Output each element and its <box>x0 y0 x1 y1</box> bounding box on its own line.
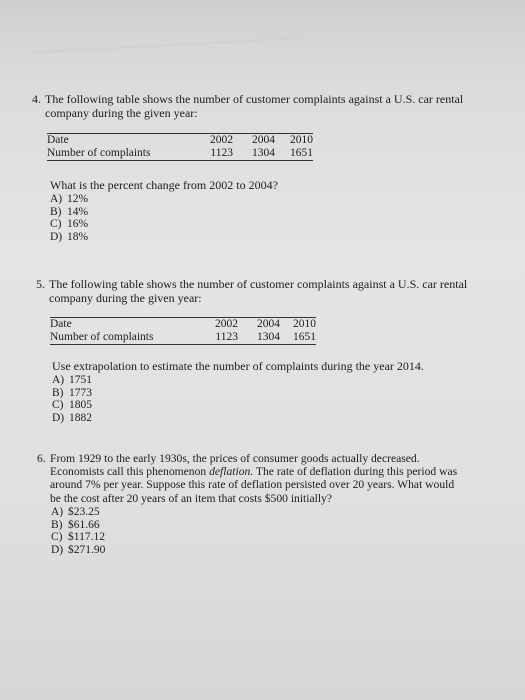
choice-letter: B) <box>50 205 62 218</box>
table-cell: 2002 <box>215 318 238 330</box>
choice-b[interactable] <box>52 387 92 400</box>
complaints-table <box>47 133 313 161</box>
choice-letter: A) <box>50 193 63 205</box>
table-cell: 1304 <box>257 331 280 343</box>
choice-d[interactable] <box>51 544 105 557</box>
choice-text: 18% <box>67 230 89 243</box>
defined-term: deflation. <box>209 465 254 479</box>
answer-choices <box>52 374 92 424</box>
choice-letter: C) <box>51 531 63 544</box>
choice-d[interactable] <box>50 231 88 244</box>
choice-a[interactable] <box>52 374 92 387</box>
table-cell: Date <box>50 318 72 330</box>
choice-b[interactable] <box>51 519 105 532</box>
show-through-text: ~~~~~~~~~~~~~~~~~~~~~~~~~~~~~~~~~~~~~~~~~~~~~ <box>29 33 298 59</box>
question-text: Use extrapolation to estimate the number of complaints during the year 2014. <box>52 359 424 373</box>
problem-6 <box>37 452 507 505</box>
stem-line: The following table shows the number of customer complaints against a U.S. car rental <box>45 92 464 106</box>
choice-letter: D) <box>50 230 63 243</box>
problem-5 <box>36 277 506 305</box>
problem-number: 6. <box>37 452 46 465</box>
choice-text: $271.90 <box>68 543 106 556</box>
stem-text: The rate of deflation during this period was <box>255 465 458 479</box>
choice-letter: B) <box>52 386 64 399</box>
table-cell: 2010 <box>290 134 313 146</box>
stem-line: be the cost after 20 years of an item that costs $500 initially? <box>50 491 333 505</box>
table-row <box>47 134 313 148</box>
choice-text: 1751 <box>69 374 92 386</box>
table-row <box>47 147 313 161</box>
table-cell: 2004 <box>252 134 275 146</box>
choice-a[interactable] <box>50 193 88 206</box>
table-cell: Date <box>47 134 69 146</box>
choice-c[interactable] <box>52 399 92 412</box>
table-cell: Number of complaints <box>47 147 151 159</box>
problem-stem <box>45 92 502 120</box>
problem-stem <box>49 277 506 305</box>
stem-text: Economists call this phenomenon <box>50 465 207 479</box>
stem-line: company during the given year: <box>45 106 198 120</box>
table-row <box>50 331 316 345</box>
choice-letter: C) <box>52 399 64 412</box>
table-cell: 1651 <box>290 147 313 159</box>
problem-number: 5. <box>36 277 45 291</box>
choice-text: 16% <box>67 218 89 231</box>
stem-line: From 1929 to the early 1930s, the prices of consumer goods actually decreased. <box>50 452 420 465</box>
complaints-table <box>50 317 316 345</box>
table-cell: 1651 <box>293 331 316 343</box>
problem-4 <box>32 92 502 120</box>
table-cell: 2010 <box>293 318 316 330</box>
table-row <box>50 318 316 332</box>
choice-text: 14% <box>67 205 89 218</box>
table-cell: 1123 <box>210 147 233 159</box>
choice-text: $23.25 <box>68 506 100 518</box>
choice-letter: B) <box>51 518 63 531</box>
choice-text: 1882 <box>69 411 92 424</box>
choice-text: 1773 <box>69 386 92 399</box>
choice-text: 12% <box>67 193 89 205</box>
choice-letter: D) <box>51 543 64 556</box>
choice-a[interactable] <box>51 506 105 519</box>
choice-letter: A) <box>52 374 65 386</box>
stem-line <box>50 465 507 478</box>
stem-line: around 7% per year. Suppose this rate of deflation persisted over 20 years. What would <box>50 478 455 492</box>
answer-choices <box>50 193 88 243</box>
choice-b[interactable] <box>50 206 88 219</box>
table-cell: 2004 <box>257 318 280 330</box>
table-cell: 1304 <box>252 147 275 159</box>
problem-number: 4. <box>32 92 41 106</box>
choice-c[interactable] <box>50 218 88 231</box>
choice-letter: D) <box>52 411 65 424</box>
problem-stem <box>50 452 507 505</box>
choice-text: $61.66 <box>68 518 100 531</box>
question-text: What is the percent change from 2002 to 2004? <box>50 178 278 192</box>
answer-choices <box>51 506 105 556</box>
choice-text: 1805 <box>69 399 92 412</box>
choice-letter: A) <box>51 506 64 518</box>
stem-line: The following table shows the number of customer complaints against a U.S. car rental <box>49 277 468 291</box>
table-cell: 1123 <box>215 331 238 343</box>
choice-c[interactable] <box>51 531 105 544</box>
choice-letter: C) <box>50 218 62 231</box>
stem-line: company during the given year: <box>49 291 202 305</box>
choice-d[interactable] <box>52 412 92 425</box>
choice-text: $117.12 <box>68 531 105 544</box>
table-cell: 2002 <box>210 134 233 146</box>
table-cell: Number of complaints <box>50 331 154 343</box>
